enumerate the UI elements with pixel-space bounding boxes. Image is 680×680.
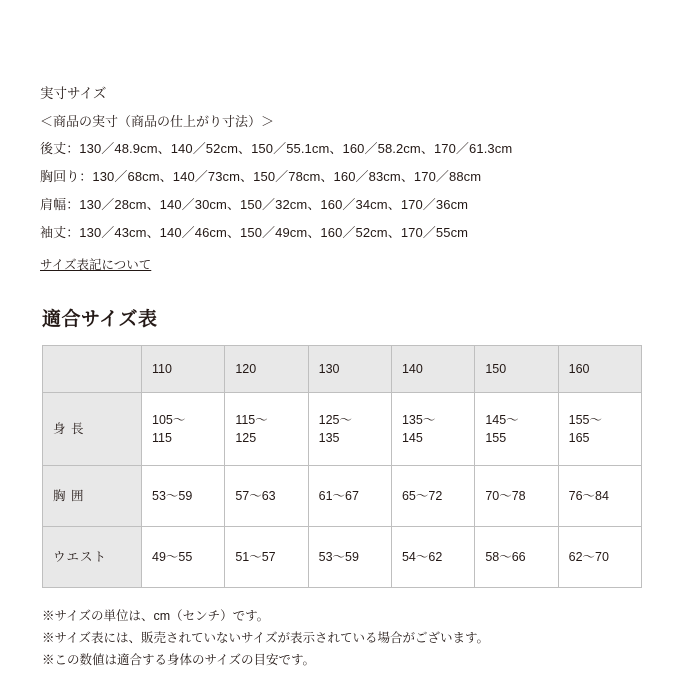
cell-text: 155〜 165 bbox=[568, 412, 602, 445]
cell-height-160 bbox=[558, 393, 641, 466]
cell-chest-160 bbox=[558, 466, 641, 527]
row-header-height: 身 長 bbox=[43, 393, 142, 466]
column-header-110: 110 bbox=[142, 346, 225, 393]
cell-chest-110 bbox=[142, 466, 225, 527]
column-header-150: 150 bbox=[475, 346, 558, 393]
cell-waist-160 bbox=[558, 527, 641, 588]
cell-waist-140 bbox=[391, 527, 474, 588]
cell-text: 53〜59 bbox=[152, 488, 193, 503]
spec-line-back-length: 後丈：130／48.9cm、140／52cm、150／55.1cm、160／58.2cm、170／61.3cm bbox=[40, 141, 513, 157]
spec-line-shoulder: 肩幅：130／28cm、140／30cm、150／32cm、160／34cm、170／36cm bbox=[40, 197, 469, 213]
cell-height-140 bbox=[391, 393, 474, 466]
cell-text: 76〜84 bbox=[568, 488, 609, 503]
cell-text: 51〜57 bbox=[235, 549, 276, 564]
footnote-guideline: ※この数値は適合する身体のサイズの目安です。 bbox=[42, 652, 316, 667]
cell-waist-130 bbox=[308, 527, 391, 588]
spec-line-sleeve: 袖丈：130／43cm、140／46cm、150／49cm、160／52cm、170／55cm bbox=[40, 225, 469, 241]
table-body bbox=[43, 393, 642, 588]
cell-text: 49〜55 bbox=[152, 549, 193, 564]
table-header-row bbox=[43, 346, 642, 393]
cell-text: 105〜 115 bbox=[152, 412, 186, 445]
cell-chest-130 bbox=[308, 466, 391, 527]
column-header-140: 140 bbox=[391, 346, 474, 393]
table-row bbox=[43, 466, 642, 527]
cell-height-150 bbox=[475, 393, 558, 466]
cell-waist-120 bbox=[225, 527, 308, 588]
footnote-availability: ※サイズ表には、販売されていないサイズが表示されている場合がございます。 bbox=[42, 630, 490, 645]
table-head bbox=[43, 346, 642, 393]
cell-height-110 bbox=[142, 393, 225, 466]
actual-size-subtitle: ＜商品の実寸（商品の仕上がり寸法）＞ bbox=[40, 113, 275, 129]
spec-line-chest: 胸回り：130／68cm、140／73cm、150／78cm、160／83cm、170／88cm bbox=[40, 169, 482, 185]
actual-size-block bbox=[40, 85, 640, 274]
footnote-unit: ※サイズの単位は、cm（センチ）です。 bbox=[42, 609, 270, 623]
cell-text: 65〜72 bbox=[401, 488, 443, 503]
size-notation-link[interactable]: サイズ表記について bbox=[40, 258, 152, 272]
footnotes-block bbox=[42, 606, 640, 672]
cell-text: 70〜78 bbox=[485, 488, 526, 503]
cell-text: 57〜63 bbox=[235, 488, 276, 503]
cell-text: 125〜 135 bbox=[318, 412, 353, 445]
cell-text: 115〜 125 bbox=[235, 412, 268, 445]
table-row bbox=[43, 393, 642, 466]
cell-chest-120 bbox=[225, 466, 308, 527]
cell-text: 62〜70 bbox=[568, 549, 609, 564]
size-chart-table bbox=[42, 345, 642, 588]
row-header-chest: 胸 囲 bbox=[43, 466, 142, 527]
cell-text: 145〜 155 bbox=[485, 412, 519, 445]
cell-chest-140 bbox=[391, 466, 474, 527]
cell-waist-150 bbox=[475, 527, 558, 588]
column-header-130: 130 bbox=[308, 346, 391, 393]
table-corner-cell bbox=[43, 346, 142, 393]
column-header-120: 120 bbox=[225, 346, 308, 393]
cell-height-120 bbox=[225, 393, 308, 466]
cell-text: 53〜59 bbox=[318, 549, 359, 564]
table-row bbox=[43, 527, 642, 588]
cell-waist-110 bbox=[142, 527, 225, 588]
row-header-waist: ウエスト bbox=[43, 527, 142, 588]
cell-height-130 bbox=[308, 393, 391, 466]
cell-chest-150 bbox=[475, 466, 558, 527]
size-chart-heading: 適合サイズ表 bbox=[42, 309, 158, 330]
cell-text: 61〜67 bbox=[318, 488, 359, 503]
cell-text: 135〜 145 bbox=[401, 412, 436, 445]
cell-text: 54〜62 bbox=[401, 549, 443, 564]
actual-size-title: 実寸サイズ bbox=[40, 86, 107, 101]
column-header-160: 160 bbox=[558, 346, 641, 393]
cell-text: 58〜66 bbox=[485, 549, 526, 564]
